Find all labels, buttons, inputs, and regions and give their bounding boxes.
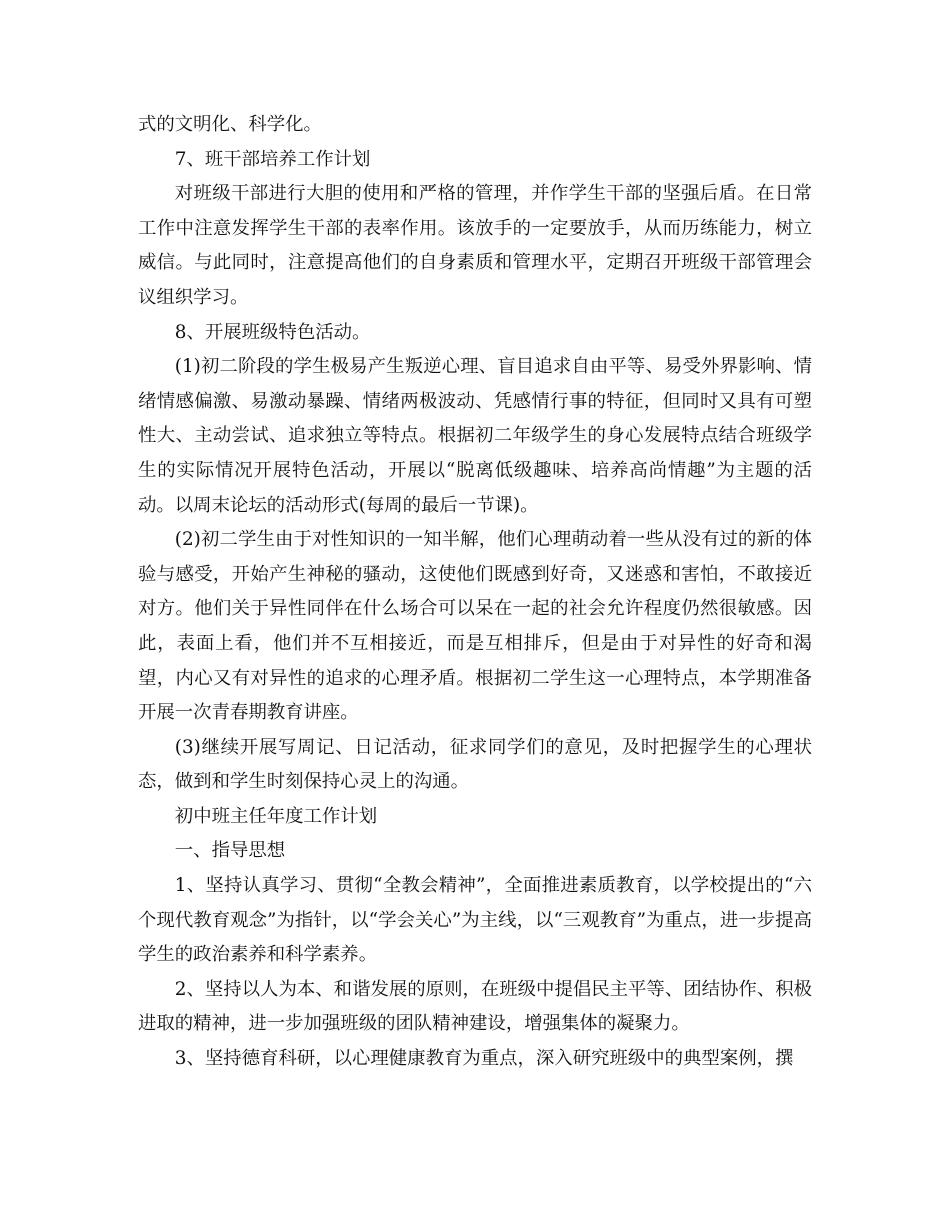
paragraph-continuation: 式的文明化、科学化。 (138, 114, 322, 135)
paragraph-cadre-management: 对班级干部进行大胆的使用和严格的管理，并作学生干部的坚强后盾。在日常工作中注意发挥学生干部的表率作用。该放手的一定要放手，从而历练能力，树立威信。与此同时，注意提高他们的自身素质和管理水平，定期召开班级干部管理会议组织学习。 (138, 183, 812, 308)
section-heading-guiding-ideology: 一、指导思想 (174, 840, 286, 862)
paragraph-guideline-2: 2、坚持以人为本、和谐发展的原则，在班级中提倡民主平等、团结协作、积极进取的精神，进一步加强班级的团队精神建设，增强集体的凝聚力。 (138, 978, 812, 1035)
paragraph-item-3: (3)继续开展写周记、日记活动，征求同学们的意见，及时把握学生的心理状态，做到和学生时刻保持心灵上的沟通。 (138, 736, 812, 793)
paragraph-guideline-1: 1、坚持认真学习、贯彻“全教会精神”，全面推进素质教育，以学校提出的“六个现代教育观念”为指针，以“学会关心”为主线，以“三观教育”为重点，进一步提高学生的政治素养和科学素养。 (138, 875, 812, 966)
document-page (138, 108, 812, 1077)
section-heading-cadre-training: 7、班干部培养工作计划 (174, 148, 371, 170)
paragraph-item-1: (1)初二阶段的学生极易产生叛逆心理、盲目追求自由平等、易受外界影响、情绪情感偏激、易激动暴躁、情绪两极波动、凭感情行事的特征，但同时又具有可塑性大、主动尝试、追求独立等特点。根据初二年级学生的身心发展特点结合班级学生的实际情况开展特色活动，开展以“脱离低级趣味、培养高尚情趣”为主题的活动。以周末论坛的活动形式(每周的最后一节课)。 (138, 356, 812, 516)
document-title-annual-plan: 初中班主任年度工作计划 (174, 805, 378, 827)
paragraph-item-2: (2)初二学生由于对性知识的一知半解，他们心理萌动着一些从没有过的新的体验与感受，开始产生神秘的骚动，这使他们既感到好奇，又迷惑和害怕，不敢接近对方。他们关于异性同伴在什么场合可以呆在一起的社会允许程度仍然很敏感。因此，表面上看，他们并不互相接近，而是互相排斥，但是由于对异性的好奇和渴望，内心又有对异性的追求的心理矛盾。根据初二学生这一心理特点，本学期准备开展一次青春期教育讲座。 (138, 529, 812, 724)
section-heading-special-activities: 8、开展班级特色活动。 (174, 321, 371, 343)
paragraph-guideline-3: 3、坚持德育科研，以心理健康教育为重点，深入研究班级中的典型案例，撰 (174, 1048, 794, 1070)
